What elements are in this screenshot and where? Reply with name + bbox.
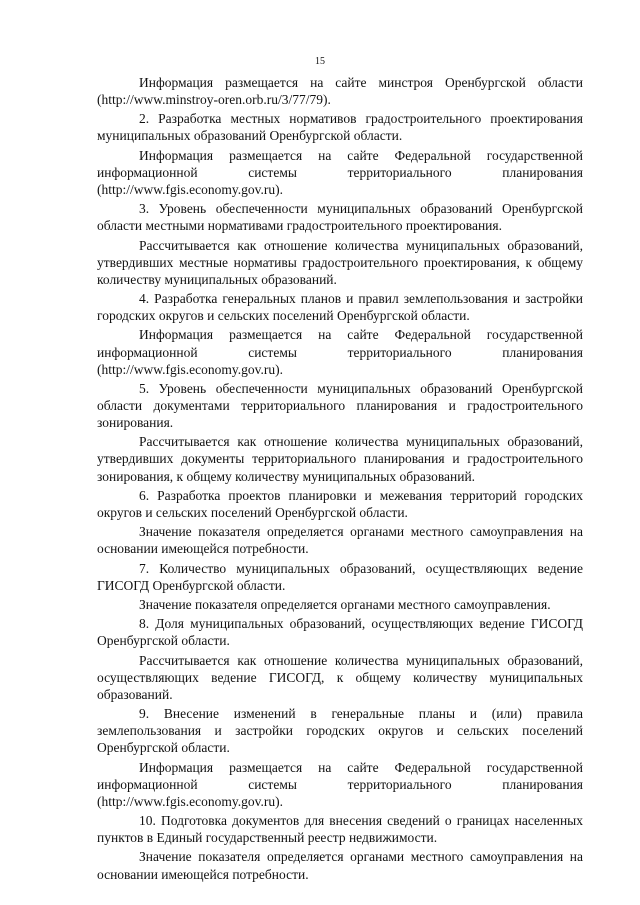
paragraph: 10. Подготовка документов для внесения сведений о границах населенных пунктов в Единый государственный реестр недвижимости. bbox=[97, 813, 583, 846]
paragraph: Рассчитывается как отношение количества муниципальных образований, утвердивших местные нормативы градостроительного проектирования, к общему количеству муниципальных образований. bbox=[97, 237, 583, 287]
paragraph: 5. Уровень обеспеченности муниципальных образований Оренбургской области документами территориального планирования и градостроительного зонирования. bbox=[97, 380, 583, 431]
paragraph: Рассчитывается как отношение количества муниципальных образований, осуществляющих ведение ГИСОГД, к общему количеству муниципальных образований. bbox=[97, 652, 583, 702]
paragraph: Рассчитывается как отношение количества муниципальных образований, утвердивших документы территориального планирования и градостроительного зонирования, к общему количеству муниципальных образований. bbox=[97, 434, 583, 484]
paragraph: 2. Разработка местных нормативов градостроительного проектирования муниципальных образований Оренбургской области. bbox=[97, 111, 583, 144]
paragraph: 3. Уровень обеспеченности муниципальных образований Оренбургской области местными нормативами градостроительного проектирования. bbox=[97, 201, 583, 234]
document-body bbox=[97, 74, 583, 885]
paragraph: 8. Доля муниципальных образований, осуществляющих ведение ГИСОГД Оренбургской области. bbox=[97, 616, 583, 649]
paragraph: Информация размещается на сайте Федеральной государственной информационной системы территориального планирования (http://www.fgis.economy.gov.ru). bbox=[97, 147, 583, 197]
page-number: 15 bbox=[315, 56, 325, 67]
paragraph: Информация размещается на сайте Федеральной государственной информационной системы территориального планирования (http://www.fgis.economy.gov.ru). bbox=[97, 759, 583, 809]
paragraph: Значение показателя определяется органами местного самоуправления на основании имеющейся потребности. bbox=[97, 524, 583, 557]
paragraph: Информация размещается на сайте минстроя Оренбургской области (http://www.minstroy-oren.orb.ru/3/77/79). bbox=[97, 75, 583, 108]
paragraph: 4. Разработка генеральных планов и правил землепользования и застройки городских округов и сельских поселений Оренбургской области. bbox=[97, 291, 583, 324]
paragraph: Информация размещается на сайте Федеральной государственной информационной системы территориального планирования (http://www.fgis.economy.gov.ru). bbox=[97, 327, 583, 377]
paragraph: Значение показателя определяется органами местного самоуправления на основании имеющейся потребности. bbox=[97, 849, 583, 882]
paragraph: Значение показателя определяется органами местного самоуправления. bbox=[139, 596, 551, 612]
paragraph: 6. Разработка проектов планировки и межевания территорий городских округов и сельских поселений Оренбургской области. bbox=[97, 487, 583, 520]
paragraph: 7. Количество муниципальных образований, осуществляющих ведение ГИСОГД Оренбургской области. bbox=[97, 560, 583, 593]
paragraph: 9. Внесение изменений в генеральные планы и (или) правила землепользования и застройки городских округов и сельских поселений Оренбургской области. bbox=[97, 706, 583, 756]
